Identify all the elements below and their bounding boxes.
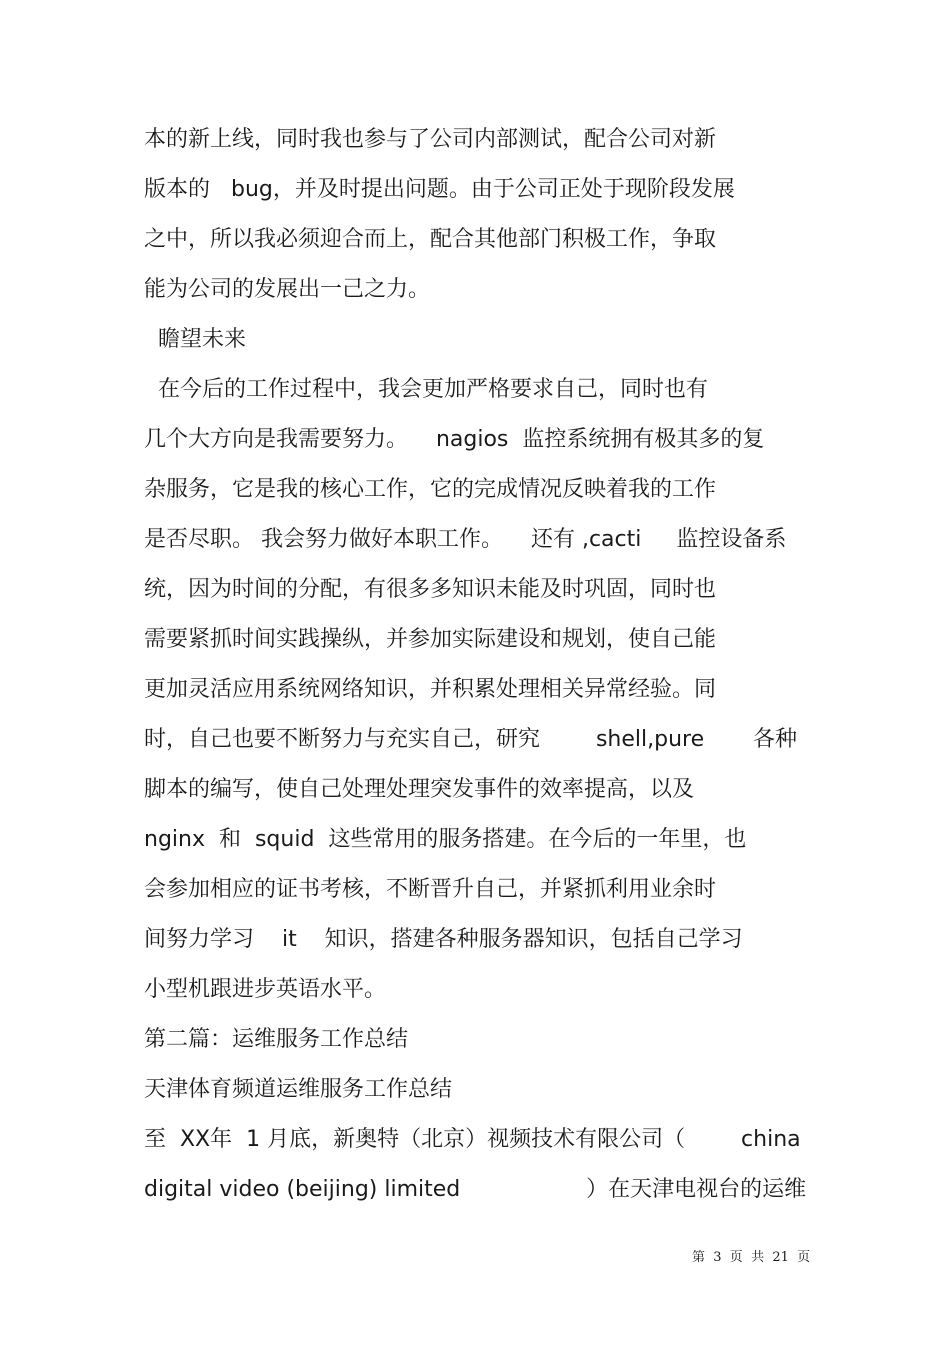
body-line: 本的新上线，同时我也参与了公司内部测试，配合公司对新 [144, 127, 717, 152]
body-line: 时，自己也要不断努力与充实自己，研究 shell,pure 各种 [144, 727, 798, 752]
body-line: 杂服务，它是我的核心工作，它的完成情况反映着我的工作 [144, 477, 717, 502]
section-heading: 瞻望未来 [144, 327, 246, 352]
article-title: 天津体育频道运维服务工作总结 [144, 1077, 453, 1102]
chapter-heading: 第二篇：运维服务工作总结 [144, 1027, 409, 1052]
body-line: 会参加相应的证书考核，不断晋升自己，并紧抓利用业余时 [144, 877, 717, 902]
body-line: 几个大方向是我需要努力。 nagios 监控系统拥有极其多的复 [144, 427, 765, 452]
body-line: 能为公司的发展出一己之力。 [144, 277, 431, 302]
body-line: 在今后的工作过程中，我会更加严格要求自己，同时也有 [144, 377, 708, 402]
page-number-footer: 第 3 页 共 21 页 [692, 1250, 811, 1265]
body-line: digital video (beijing) limited ）在天津电视台的运维 [144, 1177, 807, 1202]
body-line: 脚本的编写，使自己处理处理突发事件的效率提高，以及 [144, 777, 695, 802]
body-line: 版本的 bug，并及时提出问题。由于公司正处于现阶段发展 [144, 177, 735, 202]
body-line: 之中，所以我必须迎合而上，配合其他部门积极工作，争取 [144, 227, 717, 252]
body-line: 需要紧抓时间实践操纵，并参加实际建设和规划，使自己能 [144, 627, 717, 652]
body-line: 是否尽职。 我会努力做好本职工作。 还有 ,cacti 监控设备系 [144, 527, 787, 552]
body-line: 更加灵活应用系统网络知识，并积累处理相关异常经验。同 [144, 677, 717, 702]
body-line: 间努力学习 it 知识，搭建各种服务器知识，包括自己学习 [144, 927, 743, 952]
body-line: 小型机跟进步英语水平。 [144, 977, 387, 1002]
body-line: 统，因为时间的分配，有很多多知识未能及时巩固，同时也 [144, 577, 717, 602]
body-line: 至 XX年 1 月底，新奥特（北京）视频技术有限公司（ china [144, 1127, 801, 1152]
body-line: nginx 和 squid 这些常用的服务搭建。在今后的一年里，也 [144, 827, 747, 852]
